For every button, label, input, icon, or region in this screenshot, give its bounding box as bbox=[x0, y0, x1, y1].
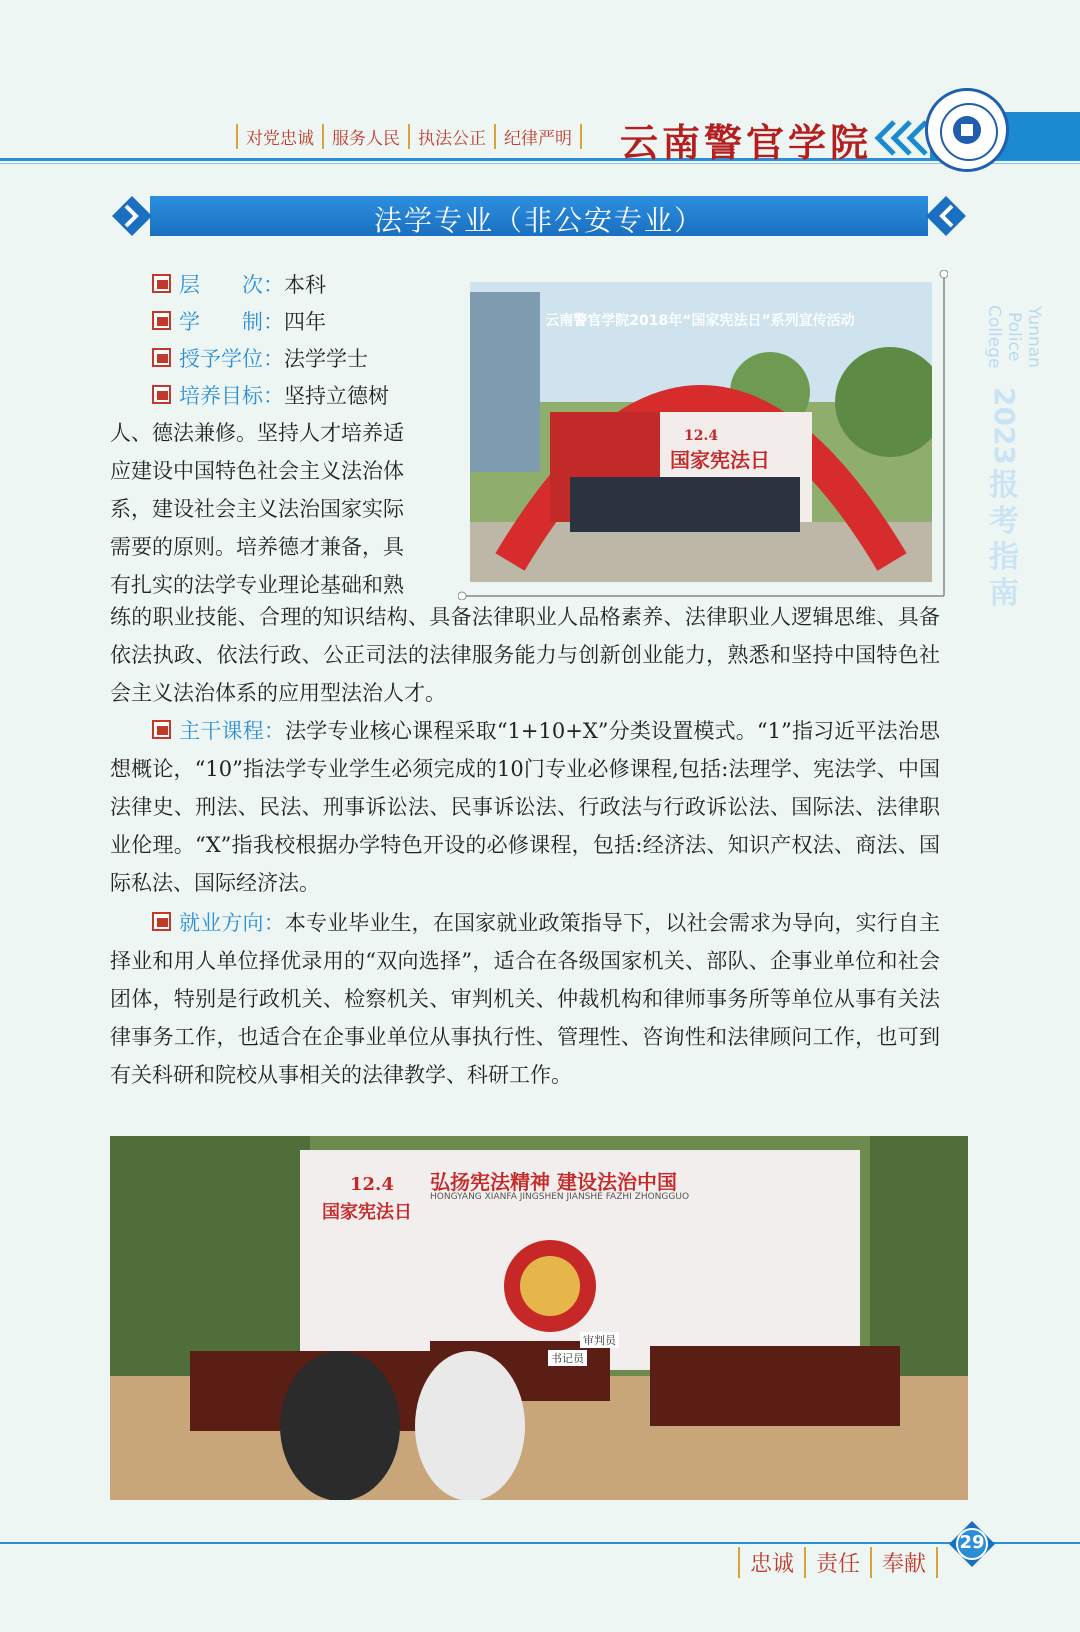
side-guide-char: 考 bbox=[989, 504, 1019, 539]
banner-title: 法学专业（非公安专业） bbox=[373, 204, 704, 237]
motto: 纪律严明 bbox=[494, 124, 582, 149]
footer-word: 奉献 bbox=[870, 1547, 938, 1578]
board-date: 12.4 bbox=[684, 428, 719, 444]
board-date: 12.4 bbox=[350, 1174, 394, 1195]
checkbox-bullet-icon bbox=[152, 274, 171, 293]
side-guide-text bbox=[984, 292, 1044, 612]
courses-text: 法学专业核心课程采取“1+10+X”分类设置模式。“1”指习近平法治思想概论，“10”指法学专业学生必须完成的10门专业必修课程,包括:法理学、宪法学、中国法律史、刑法、民法、刑事诉讼法、民事诉讼法、行政法与行政诉讼法、国际法、法律职业伦理。“X”指我校根据办学特色开设的必修课程，包括:经济法、知识产权法、商法、国际私法、国际经济法。 bbox=[110, 719, 940, 895]
checkbox-bullet-icon bbox=[152, 348, 171, 367]
side-guide-char: 南 bbox=[989, 576, 1019, 611]
duration-label: 学 制： bbox=[179, 310, 284, 334]
side-english: Yunnan Police College bbox=[984, 305, 1044, 369]
checkbox-bullet-icon bbox=[152, 385, 171, 404]
goal-lines bbox=[110, 414, 440, 604]
motto: 对党忠诚 bbox=[236, 124, 322, 149]
employment-paragraph bbox=[110, 904, 940, 1094]
checkbox-bullet-icon bbox=[152, 912, 171, 931]
courses-paragraph bbox=[110, 712, 940, 902]
degree-value: 法学学士 bbox=[284, 347, 368, 371]
page-header bbox=[0, 0, 1080, 170]
slogan-pinyin: HONGYANG XIANFA JINGSHEN JIANSHE FAZHI ZHONGGUO bbox=[430, 1192, 690, 1202]
level-value: 本科 bbox=[284, 273, 326, 297]
college-name: 云南警官学院 bbox=[620, 120, 873, 165]
slogan-text: 弘扬宪法精神 建设法治中国 bbox=[430, 1170, 677, 1194]
constitution-day-photo bbox=[470, 282, 932, 582]
arch-text: 云南警官学院2018年“国家宪法日”系列宣传活动 bbox=[545, 313, 855, 329]
side-guide-char: 指 bbox=[989, 540, 1019, 575]
courses-label: 主干课程： bbox=[179, 719, 286, 743]
goal-line: 需要的原则。培养德才兼备，具 bbox=[110, 535, 404, 559]
goal-line: 人、德法兼修。坚持人才培养适 bbox=[110, 421, 404, 445]
checkbox-bullet-icon bbox=[152, 720, 171, 739]
goal-paragraph: 练的职业技能、合理的知识结构、具备法律职业人品格素养、法律职业人逻辑思维、具备依法执政、依法行政、公正司法的法律服务能力与创新创业能力，熟悉和坚持中国特色社会主义法治体系的应用型法治人才。 bbox=[110, 605, 940, 705]
section-banner bbox=[110, 192, 968, 240]
board-title: 国家宪法日 bbox=[670, 448, 770, 472]
footer-values bbox=[738, 1547, 938, 1578]
level-label: 层 次： bbox=[179, 273, 284, 297]
header-rule bbox=[0, 158, 1080, 161]
goal-line: 应建设中国特色社会主义法治体 bbox=[110, 459, 404, 483]
judge-sign: 审判员 bbox=[580, 1332, 619, 1348]
page-number: 29 bbox=[959, 1532, 985, 1553]
goal-text: 坚持立德树 bbox=[284, 384, 389, 408]
college-logo bbox=[925, 88, 1009, 172]
footer-word: 忠诚 bbox=[738, 1547, 804, 1578]
moot-court-photo bbox=[110, 1136, 968, 1500]
header-mottos bbox=[236, 124, 582, 149]
goal-line: 系，建设社会主义法治国家实际 bbox=[110, 497, 404, 521]
duration-value: 四年 bbox=[284, 310, 326, 334]
side-year: 2023 bbox=[988, 387, 1021, 465]
side-guide-char: 报 bbox=[989, 468, 1019, 503]
info-degree bbox=[152, 340, 368, 378]
info-duration bbox=[152, 303, 326, 341]
board-title: 国家宪法日 bbox=[322, 1202, 412, 1223]
footer-rule bbox=[0, 1542, 1080, 1544]
header-rule-thin bbox=[0, 163, 1080, 164]
employment-text: 本专业毕业生，在国家就业政策指导下，以社会需求为导向，实行自主择业和用人单位择优录用的“双向选择”，适合在各级国家机关、部队、企事业单位和社会团体，特别是行政机关、检察机关、审判机关、仲裁机构和律师事务所等单位从事有关法律事务工作，也适合在企事业单位从事执行性、管理性、咨询性和法律顾问工作，也可到有关科研和院校从事相关的法律教学、科研工作。 bbox=[110, 911, 941, 1087]
goal-line: 有扎实的法学专业理论基础和熟 bbox=[110, 573, 404, 597]
clerk-sign: 书记员 bbox=[548, 1350, 587, 1366]
goal-label: 培养目标： bbox=[179, 384, 284, 408]
degree-label: 授予学位： bbox=[179, 347, 284, 371]
employment-label: 就业方向： bbox=[179, 911, 285, 935]
info-goal-head bbox=[152, 377, 452, 415]
chevrons-icon bbox=[868, 118, 928, 158]
motto: 执法公正 bbox=[408, 124, 494, 149]
footer-word: 责任 bbox=[804, 1547, 870, 1578]
motto: 服务人民 bbox=[322, 124, 408, 149]
checkbox-bullet-icon bbox=[152, 311, 171, 330]
info-level bbox=[152, 266, 326, 304]
